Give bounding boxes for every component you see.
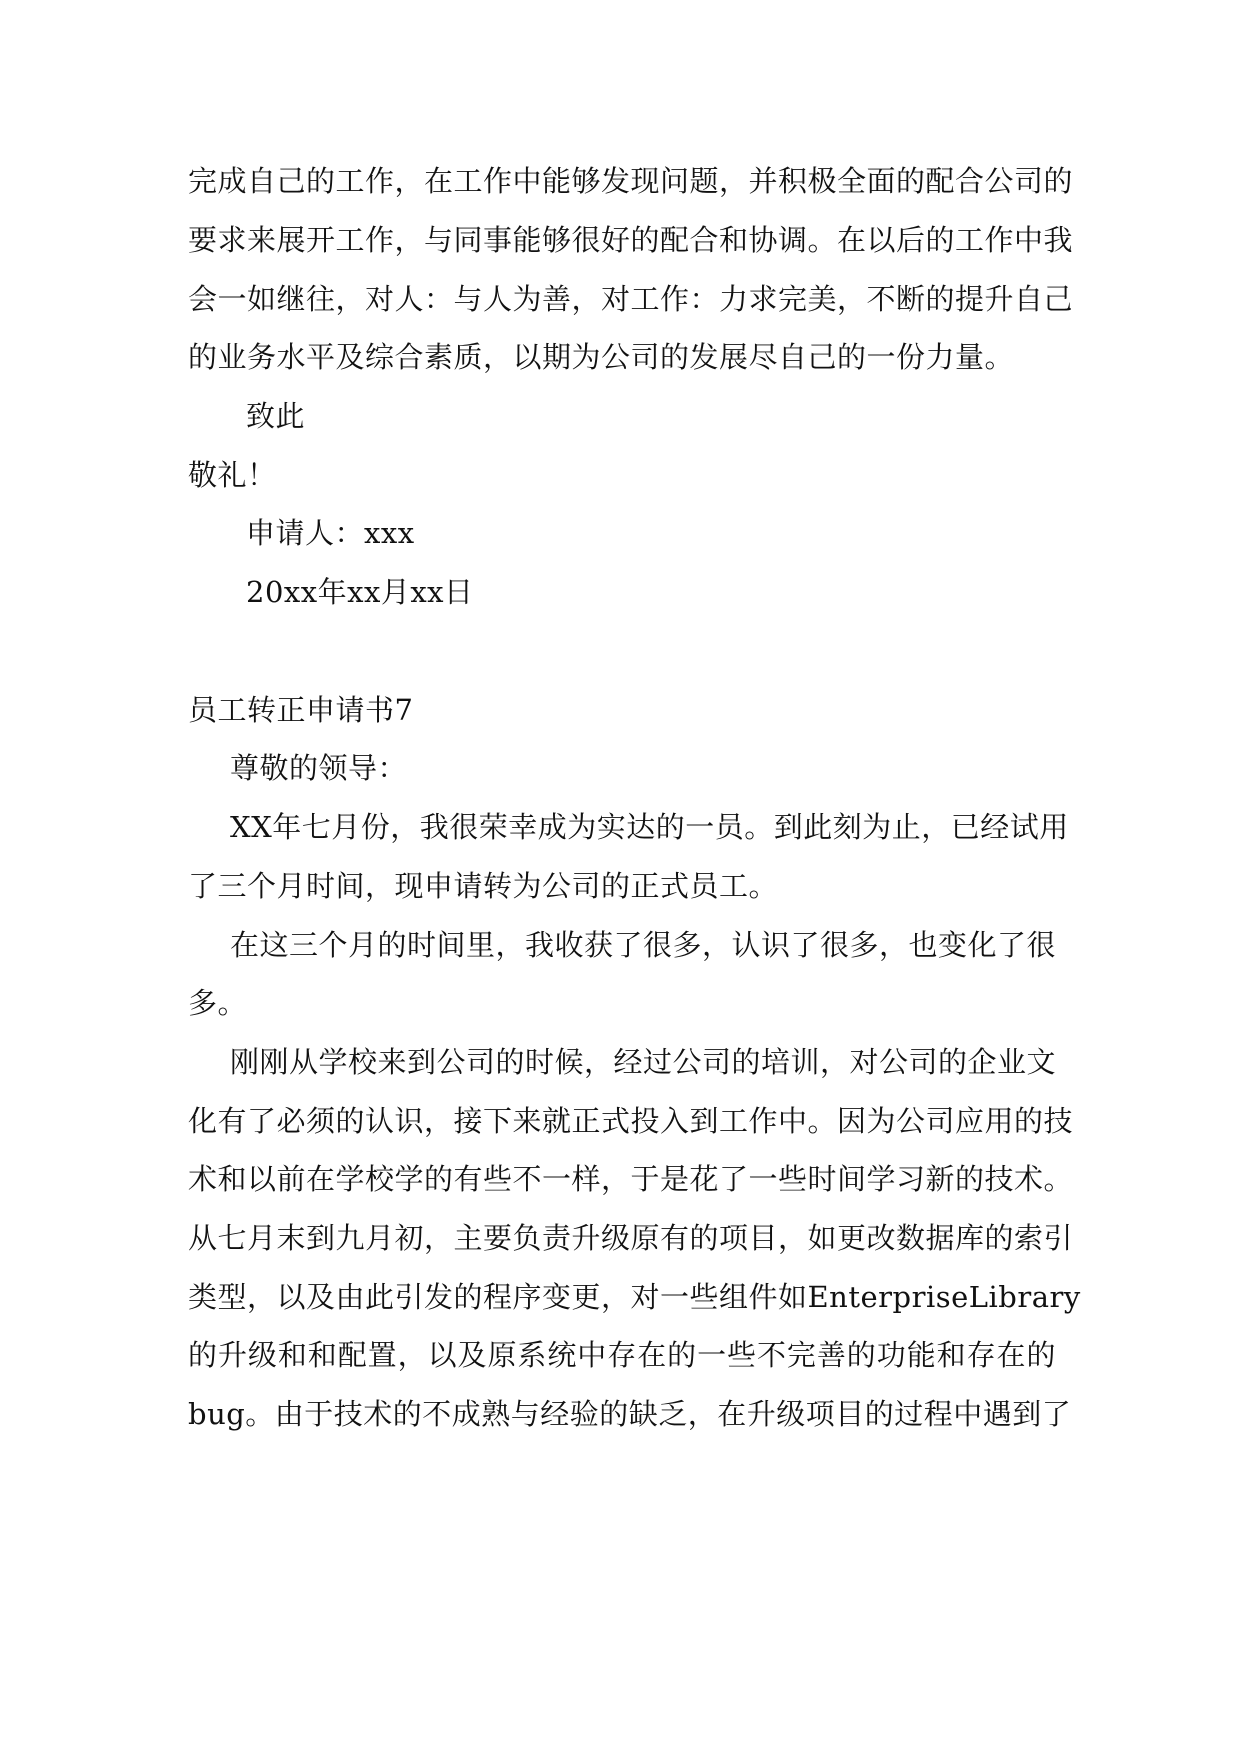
paragraph-line: 术和以前在学校学的有些不一样，于是花了一些时间学习新的技术。 bbox=[188, 1162, 1074, 1196]
paragraph-line: 的业务水平及综合素质，以期为公司的发展尽自己的一份力量。 bbox=[188, 340, 1015, 374]
closing-zhici: 致此 bbox=[246, 399, 306, 433]
salutation: 尊敬的领导： bbox=[230, 751, 408, 785]
paragraph-line: 在这三个月的时间里，我收获了很多，认识了很多，也变化了很 bbox=[230, 928, 1057, 962]
paragraph-line: 完成自己的工作，在工作中能够发现问题，并积极全面的配合公司的 bbox=[188, 164, 1074, 198]
paragraph-line: 要求来展开工作，与同事能够很好的配合和协调。在以后的工作中我 bbox=[188, 223, 1074, 257]
paragraph-line: XX年七月份，我很荣幸成为实达的一员。到此刻为止，已经试用 bbox=[230, 810, 1069, 844]
closing-jingli: 敬礼！ bbox=[188, 458, 277, 492]
paragraph-line: 化有了必须的认识，接下来就正式投入到工作中。因为公司应用的技 bbox=[188, 1104, 1074, 1138]
section-title: 员工转正申请书7 bbox=[188, 693, 414, 727]
date-line: 20xx年xx月xx日 bbox=[246, 575, 474, 609]
paragraph-line: 类型，以及由此引发的程序变更，对一些组件如EnterpriseLibrary bbox=[188, 1280, 1081, 1314]
paragraph-line: 刚刚从学校来到公司的时候，经过公司的培训，对公司的企业文 bbox=[230, 1045, 1057, 1079]
paragraph-line: bug。由于技术的不成熟与经验的缺乏，在升级项目的过程中遇到了 bbox=[188, 1397, 1072, 1431]
paragraph-line: 从七月末到九月初，主要负责升级原有的项目，如更改数据库的索引 bbox=[188, 1221, 1074, 1255]
paragraph-line: 了三个月时间，现申请转为公司的正式员工。 bbox=[188, 869, 779, 903]
paragraph-line: 会一如继往，对人：与人为善，对工作：力求完美，不断的提升自己 bbox=[188, 282, 1074, 316]
applicant-line: 申请人：xxx bbox=[246, 516, 415, 550]
paragraph-line: 多。 bbox=[188, 986, 248, 1020]
paragraph-line: 的升级和和配置，以及原系统中存在的一些不完善的功能和存在的 bbox=[188, 1338, 1056, 1372]
